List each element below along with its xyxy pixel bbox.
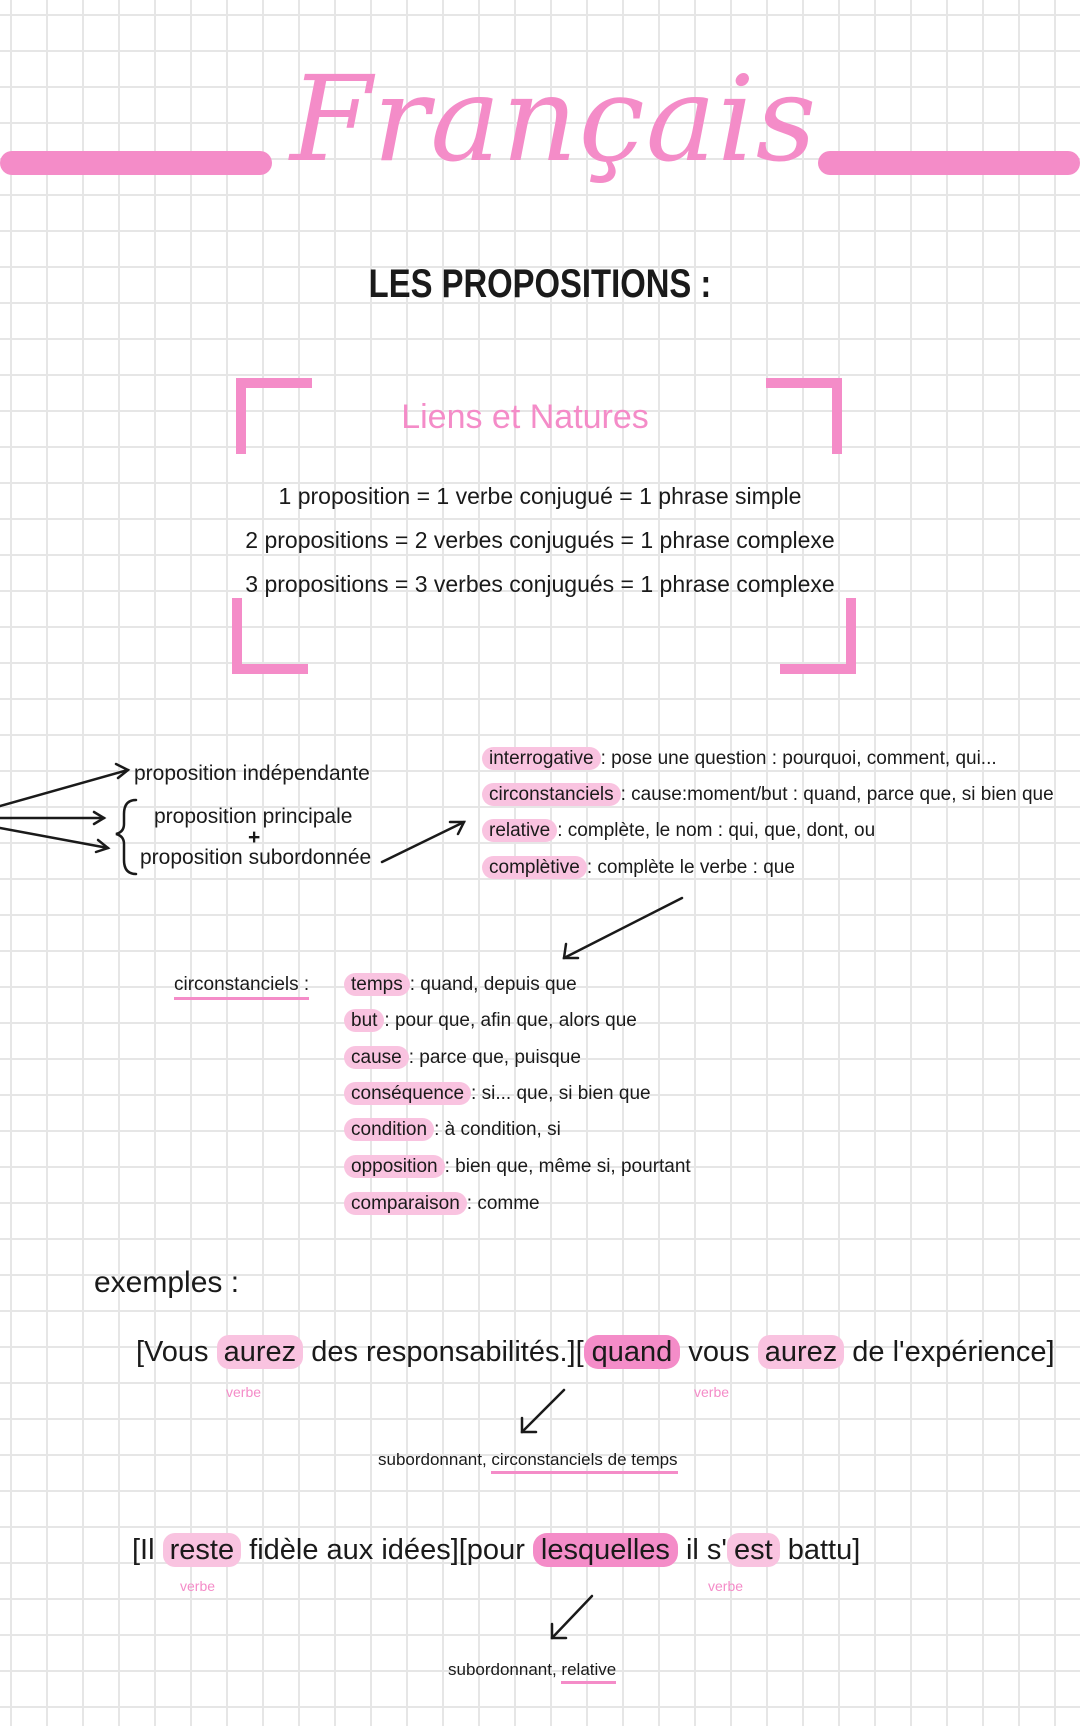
term-desc: : comme xyxy=(466,1193,540,1214)
term-desc: : pour que, afin que, alors que xyxy=(384,1010,637,1031)
ex-text: battu] xyxy=(779,1534,861,1566)
term-highlight: conséquence xyxy=(344,1082,471,1105)
conjunction-highlight: quand xyxy=(584,1335,681,1369)
box-heading: Liens et Natures xyxy=(401,398,649,436)
term-highlight: interrogative xyxy=(482,747,601,770)
example-sentence-2 xyxy=(132,1534,860,1567)
box-line: 2 propositions = 2 verbes conjugués = 1 phrase complexe xyxy=(245,527,835,553)
subordonnee-row xyxy=(482,857,795,879)
arrow-to-independante xyxy=(0,770,128,806)
expl-prefix: subordonnant, xyxy=(378,1450,492,1469)
expl-kind: circonstanciels de temps xyxy=(491,1450,677,1474)
arrow-to-subordonnee xyxy=(0,828,108,848)
curly-brace xyxy=(116,800,136,874)
ex-text: des responsabilités.][ xyxy=(303,1336,584,1368)
arrow-example-2 xyxy=(552,1596,592,1638)
ex-text: [Vous xyxy=(136,1336,217,1368)
circonstanciel-row xyxy=(344,1119,561,1141)
example-1-explanation xyxy=(378,1450,678,1470)
type-subordonnee: proposition subordonnée xyxy=(140,846,372,869)
circonstanciel-row xyxy=(344,974,577,996)
example-sentence-1 xyxy=(136,1336,1055,1369)
term-highlight: condition xyxy=(344,1118,434,1141)
term-desc: : pose une question : pourquoi, comment, qui... xyxy=(600,748,997,769)
term-desc: : quand, depuis que xyxy=(409,974,577,995)
main-title: Français xyxy=(290,50,818,188)
box-line: 3 propositions = 3 verbes conjugués = 1 phrase complexe xyxy=(245,571,835,597)
verb-note: verbe xyxy=(180,1578,216,1594)
ex-text: [Il xyxy=(132,1534,163,1566)
plus-sign: + xyxy=(248,826,261,849)
term-desc: : bien que, même si, pourtant xyxy=(444,1156,691,1177)
term-desc: : cause:moment/but : quand, parce que, si bien que xyxy=(620,784,1054,805)
ex-text: vous xyxy=(680,1336,758,1368)
term-highlight: complètive xyxy=(482,856,587,879)
verb-highlight: est xyxy=(727,1533,780,1567)
circonstanciel-row xyxy=(344,1193,540,1215)
term-highlight: but xyxy=(344,1009,384,1032)
circonstanciel-row xyxy=(344,1156,691,1178)
verb-highlight: reste xyxy=(163,1533,241,1567)
arrow-example-1 xyxy=(522,1390,564,1432)
term-highlight: circonstanciels xyxy=(482,783,621,806)
box-line: 1 proposition = 1 verbe conjugué = 1 phrase simple xyxy=(278,483,802,509)
circonstanciels-label-text: circonstanciels : xyxy=(174,974,309,1000)
term-highlight: cause xyxy=(344,1046,409,1069)
subordonnee-row xyxy=(482,748,997,770)
subordonnee-row xyxy=(482,784,1054,806)
expl-kind: relative xyxy=(561,1660,616,1684)
expl-prefix: subordonnant, xyxy=(448,1660,562,1679)
verb-note: verbe xyxy=(694,1384,730,1400)
verb-note: verbe xyxy=(226,1384,262,1400)
term-desc: : parce que, puisque xyxy=(408,1047,581,1068)
arrow-to-circonstanciels xyxy=(564,898,682,958)
term-desc: : complète, le nom : qui, que, dont, ou xyxy=(557,820,876,841)
verb-highlight: aurez xyxy=(758,1335,845,1369)
verb-note: verbe xyxy=(708,1578,744,1594)
circonstanciel-row xyxy=(344,1047,581,1069)
term-highlight: relative xyxy=(482,819,557,842)
circonstanciel-row xyxy=(344,1010,637,1032)
term-desc: : à condition, si xyxy=(434,1119,561,1140)
term-highlight: comparaison xyxy=(344,1192,467,1215)
ex-text: il s' xyxy=(677,1534,727,1566)
circonstanciels-label xyxy=(174,974,309,996)
ex-text: de l'expérience] xyxy=(844,1336,1055,1368)
examples-label: exemples : xyxy=(94,1266,240,1299)
arrow-to-subordonnees-list xyxy=(382,822,464,862)
section-title: LES PROPOSITIONS : xyxy=(368,262,712,306)
type-principale: proposition principale xyxy=(154,805,353,828)
term-desc: : si... que, si bien que xyxy=(471,1083,651,1104)
term-highlight: opposition xyxy=(344,1155,445,1178)
verb-highlight: aurez xyxy=(217,1335,304,1369)
ex-text: fidèle aux idées][pour xyxy=(241,1534,533,1566)
term-desc: : complète le verbe : que xyxy=(586,857,795,878)
type-independante: proposition indépendante xyxy=(134,762,370,785)
conjunction-highlight: lesquelles xyxy=(533,1533,678,1567)
term-highlight: temps xyxy=(344,973,410,996)
circonstanciel-row xyxy=(344,1083,651,1105)
subordonnee-row xyxy=(482,820,875,842)
example-2-explanation xyxy=(448,1660,616,1680)
